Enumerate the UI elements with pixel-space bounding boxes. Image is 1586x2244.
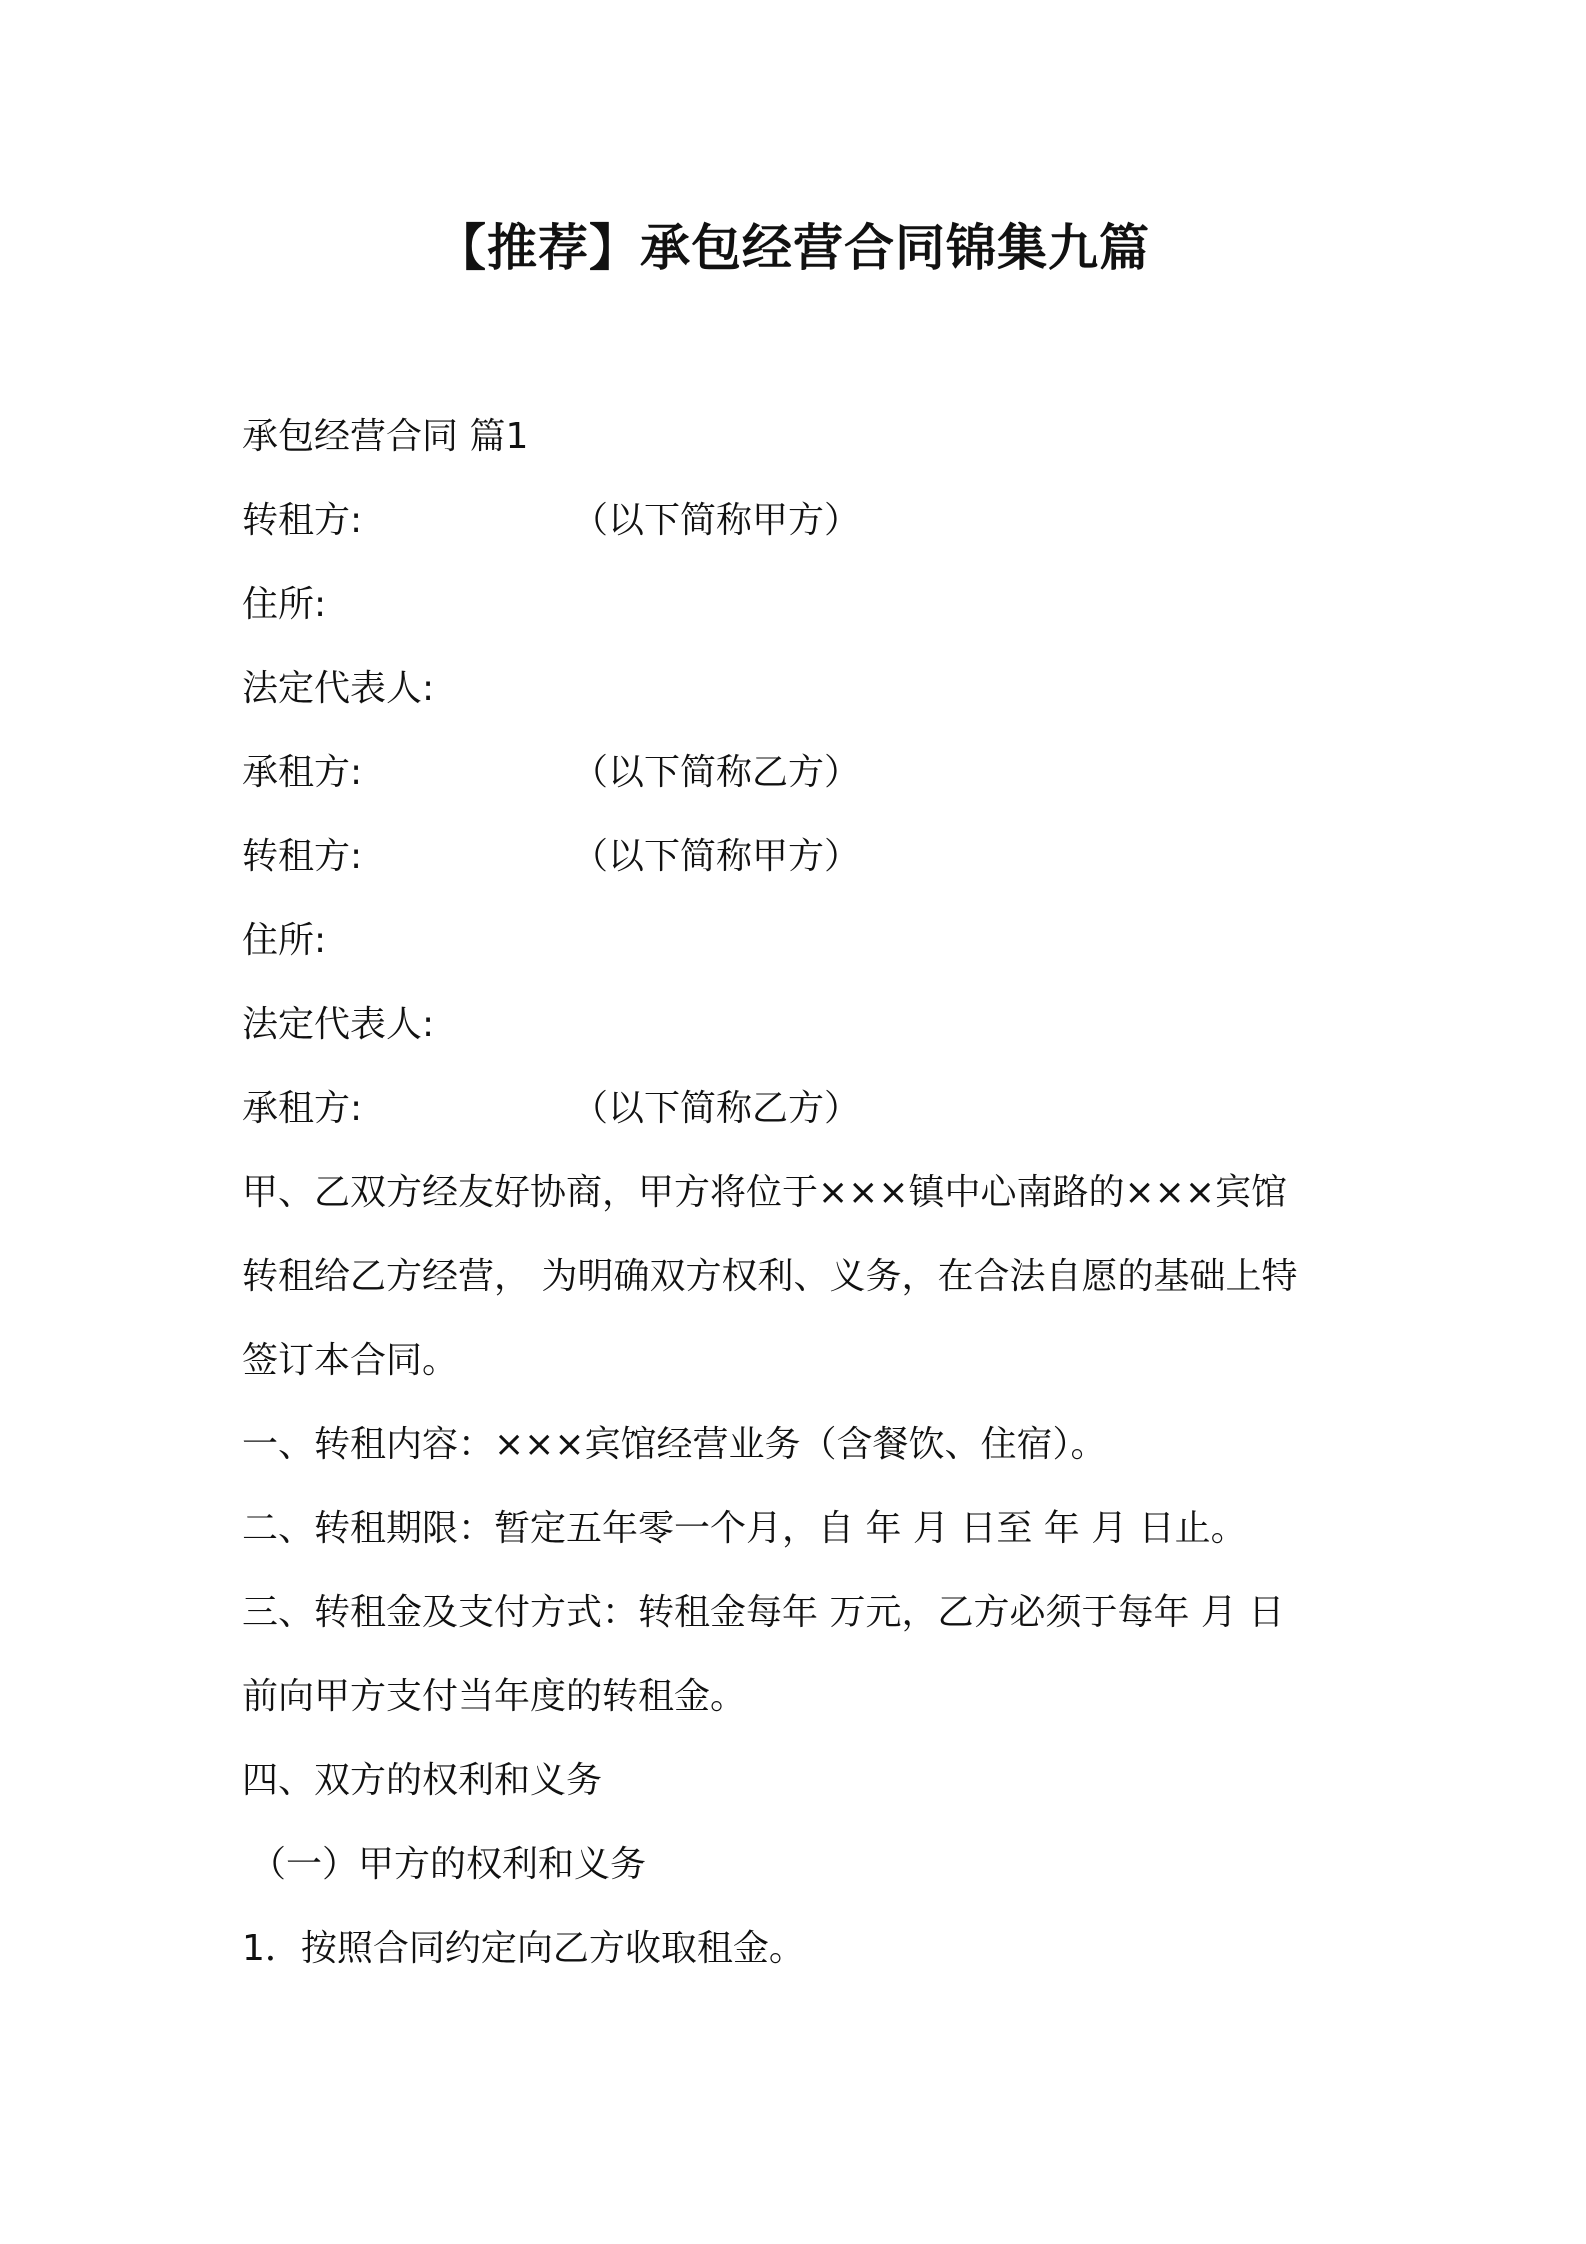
clause-4: 四、双方的权利和义务 [242, 1760, 603, 1801]
sublessor-note: （以下简称甲方） [572, 836, 861, 877]
legal-rep-label: 法定代表人: [242, 1004, 435, 1045]
intro-line: 甲、乙双方经友好协商，甲方将位于×××镇中心南路的×××宾馆 [242, 1172, 1287, 1213]
document-title: 【推荐】承包经营合同锦集九篇 [436, 219, 1150, 277]
clause-2: 二、转租期限：暂定五年零一个月，自 年 月 日至 年 月 日止。 [242, 1508, 1247, 1549]
lessee-line [242, 731, 1362, 815]
sublessor-line [242, 815, 1362, 899]
item-1: 1．按照合同约定向乙方收取租金。 [242, 1928, 805, 1969]
sublessor-line [242, 479, 1362, 563]
sublessor-label: 转租方: [242, 500, 363, 541]
clause-3-line: 前向甲方支付当年度的转租金。 [242, 1676, 747, 1717]
lessee-note: （以下简称乙方） [572, 1088, 861, 1129]
address-label: 住所: [242, 584, 327, 625]
intro-line: 转租给乙方经营， 为明确双方权利、义务，在合法自愿的基础上特 [242, 1256, 1298, 1297]
lessee-line [242, 1067, 1362, 1151]
lessee-label: 承租方: [242, 1088, 363, 1129]
document-body [242, 395, 1362, 1991]
intro-line: 签订本合同。 [242, 1340, 459, 1381]
legal-rep-label: 法定代表人: [242, 668, 435, 709]
section-heading: 承包经营合同 篇1 [242, 416, 529, 457]
lessee-note: （以下简称乙方） [572, 752, 861, 793]
address-label: 住所: [242, 920, 327, 961]
sublessor-note: （以下简称甲方） [572, 500, 861, 541]
subclause-1: （一）甲方的权利和义务 [250, 1844, 647, 1885]
clause-1: 一、转租内容：×××宾馆经营业务（含餐饮、住宿）。 [242, 1424, 1107, 1465]
lessee-label: 承租方: [242, 752, 363, 793]
clause-3-line: 三、转租金及支付方式：转租金每年 万元，乙方必须于每年 月 日 [242, 1592, 1285, 1633]
sublessor-label: 转租方: [242, 836, 363, 877]
